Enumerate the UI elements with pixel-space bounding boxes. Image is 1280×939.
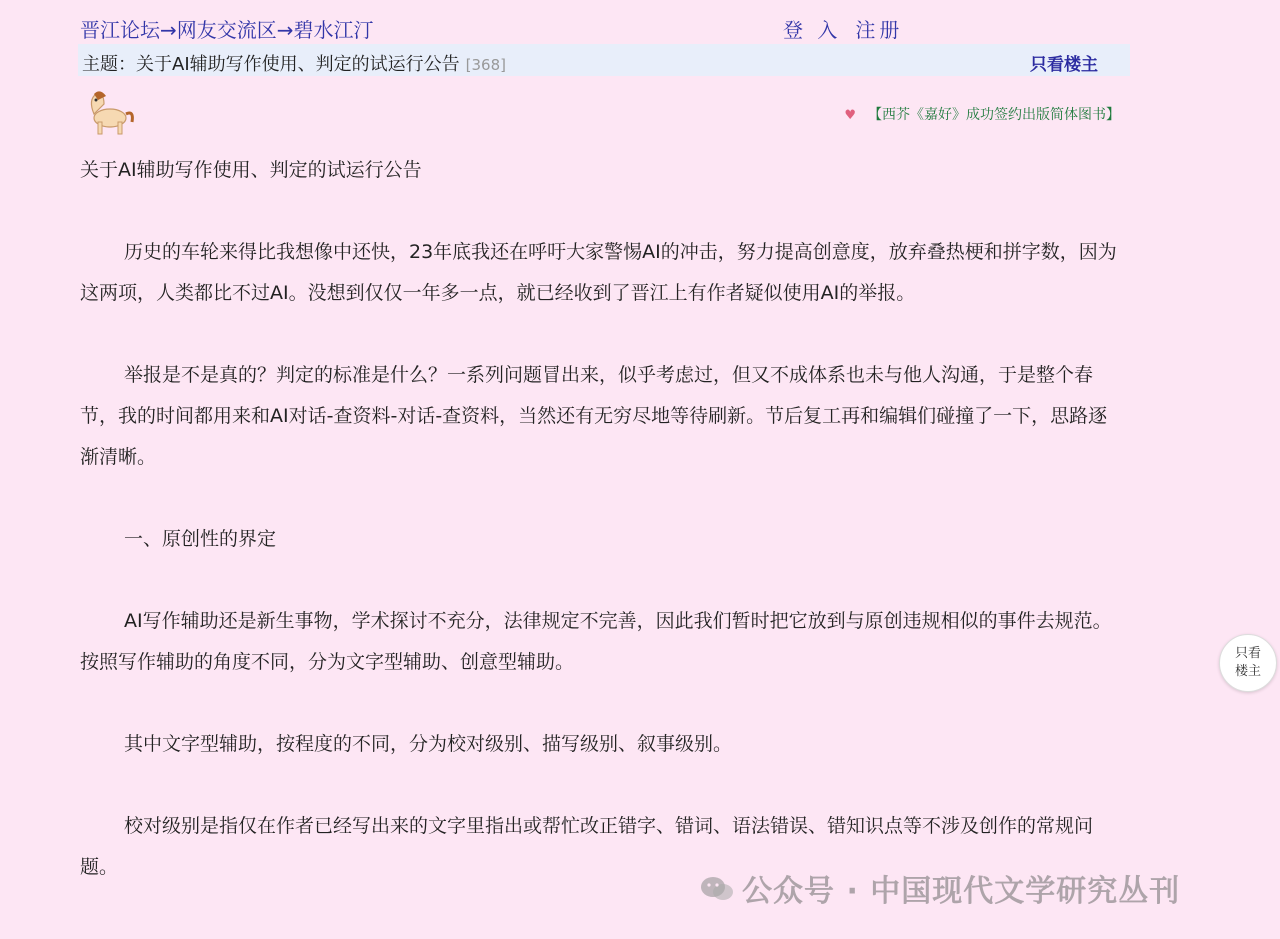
auth-links xyxy=(783,14,917,43)
topic-bar xyxy=(78,44,1130,76)
only-op-link[interactable]: 只看楼主 xyxy=(1030,55,1098,75)
breadcrumb-jinjiang-forum[interactable]: 晋江论坛 xyxy=(80,18,160,42)
breadcrumb-separator: → xyxy=(160,18,177,42)
pony-avatar-icon xyxy=(80,86,138,138)
breadcrumb xyxy=(80,14,374,43)
section-heading: 一、原创性的界定 xyxy=(124,528,277,550)
breadcrumb-separator: → xyxy=(276,18,294,42)
promo-text[interactable]: 【西芥《嘉好》成功签约出版简体图书】 xyxy=(868,107,1120,123)
post-heading: 关于AI辅助写作使用、判定的试运行公告 xyxy=(80,159,422,181)
wechat-icon xyxy=(700,875,734,911)
post-paragraph: AI写作辅助还是新生事物，学术探讨不充分，法律规定不完善，因此我们暂时把它放到与原创违规相似的事件去规范。按照写作辅助的角度不同，分为文字型辅助、创意型辅助。 xyxy=(80,610,1112,673)
post-paragraph: 历史的车轮来得比我想像中还快，23年底我还在呼吁大家警惕AI的冲击，努力提高创意度，放弃叠热梗和拼字数，因为这两项，人类都比不过AI。没想到仅仅一年多一点，就已经收到了晋江上有作者疑似使用AI的举报。 xyxy=(80,241,1117,304)
watermark-text: 公众号 · 中国现代文学研究丛刊 xyxy=(742,874,1181,909)
float-button-line1: 只看 xyxy=(1234,646,1261,661)
heart-icon: ♥ xyxy=(844,108,856,123)
register-link[interactable]: 注册 xyxy=(855,18,904,42)
float-button-line2: 楼主 xyxy=(1234,664,1261,679)
post-paragraph: 举报是不是真的？判定的标准是什么？一系列问题冒出来，似乎考虑过，但又不成体系也未与他人沟通，于是整个春节，我的时间都用来和AI对话-查资料-对话-查资料，当然还有无穷尽地等待刷新。节后复工再和编辑们碰撞了一下，思路逐渐清晰。 xyxy=(80,364,1108,468)
login-link[interactable]: 登 入 xyxy=(783,18,842,42)
watermark xyxy=(700,866,1180,911)
breadcrumb-user-exchange[interactable]: 网友交流区 xyxy=(176,18,277,42)
reply-count: [368] xyxy=(465,56,506,74)
promo-banner[interactable] xyxy=(844,104,1120,124)
post-paragraph: 其中文字型辅助，按程度的不同，分为校对级别、描写级别、叙事级别。 xyxy=(124,733,733,755)
topic-title: 主题：关于AI辅助写作使用、判定的试运行公告 xyxy=(82,54,460,75)
breadcrumb-bishui-jiangting[interactable]: 碧水江汀 xyxy=(293,18,374,42)
post-paragraph: 校对级别是指仅在作者已经写出来的文字里指出或帮忙改正错字、错词、语法错误、错知识点等不涉及创作的常规问题。 xyxy=(80,815,1094,878)
only-op-float-button[interactable] xyxy=(1219,634,1277,692)
topic-title-wrap xyxy=(82,50,506,76)
post-body xyxy=(80,150,1124,888)
